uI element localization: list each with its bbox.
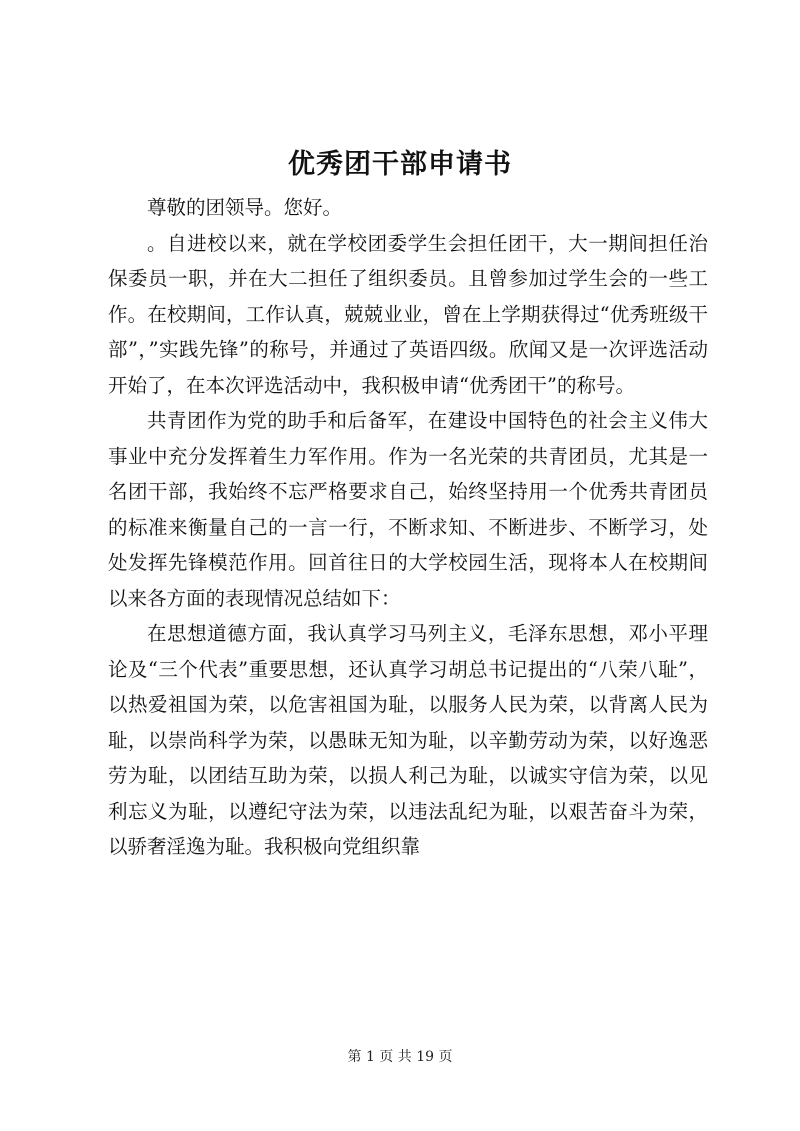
document-title: 优秀团干部申请书 bbox=[288, 149, 512, 180]
paragraph-ideology: 在思想道德方面，我认真学习马列主义，毛泽东思想，邓小平理论及“三个代表”重要思想，还认真学习胡总书记提出的“八荣八耻”，以热爱祖国为荣，以危害祖国为耻，以服务人民为荣，以背离人民为耻，以崇尚科学为荣，以愚昧无知为耻，以辛勤劳动为荣，以好逸恶劳为耻，以团结互助为荣，以损人利己为耻，以诚实守信为荣，以见利忘义为耻，以遵纪守法为荣，以违法乱纪为耻，以艰苦奋斗为荣，以骄奢淫逸为耻。我积极向党组织靠 bbox=[108, 622, 708, 858]
document-body bbox=[108, 190, 708, 865]
page-number-footer: 第 1 页 共 19 页 bbox=[347, 1049, 453, 1065]
paragraph-league-role: 共青团作为党的助手和后备军，在建设中国特色的社会主义伟大事业中充分发挥着生力军作用。作为一名光荣的共青团员，尤其是一名团干部，我始终不忘严格要求自己，始终坚持用一个优秀共青团员的标准来衡量自己的一言一行，不断求知、不断进步、不断学习，处处发挥先锋模范作用。回首往日的大学校园生活，现将本人在校期间以来各方面的表现情况总结如下： bbox=[108, 409, 708, 610]
paragraph-salutation: 尊敬的团领导。您好。 bbox=[147, 196, 343, 219]
paragraph-introduction: 。自进校以来，就在学校团委学生会担任团干，大一期间担任治保委员一职，并在大二担任了组织委员。且曾参加过学生会的一些工作。在校期间，工作认真，兢兢业业，曾在上学期获得过“优秀班级干部”，”实践先锋”的称号，并通过了英语四级。欣闻又是一次评选活动开始了，在本次评选活动中，我积极申请“优秀团干”的称号。 bbox=[108, 231, 708, 397]
